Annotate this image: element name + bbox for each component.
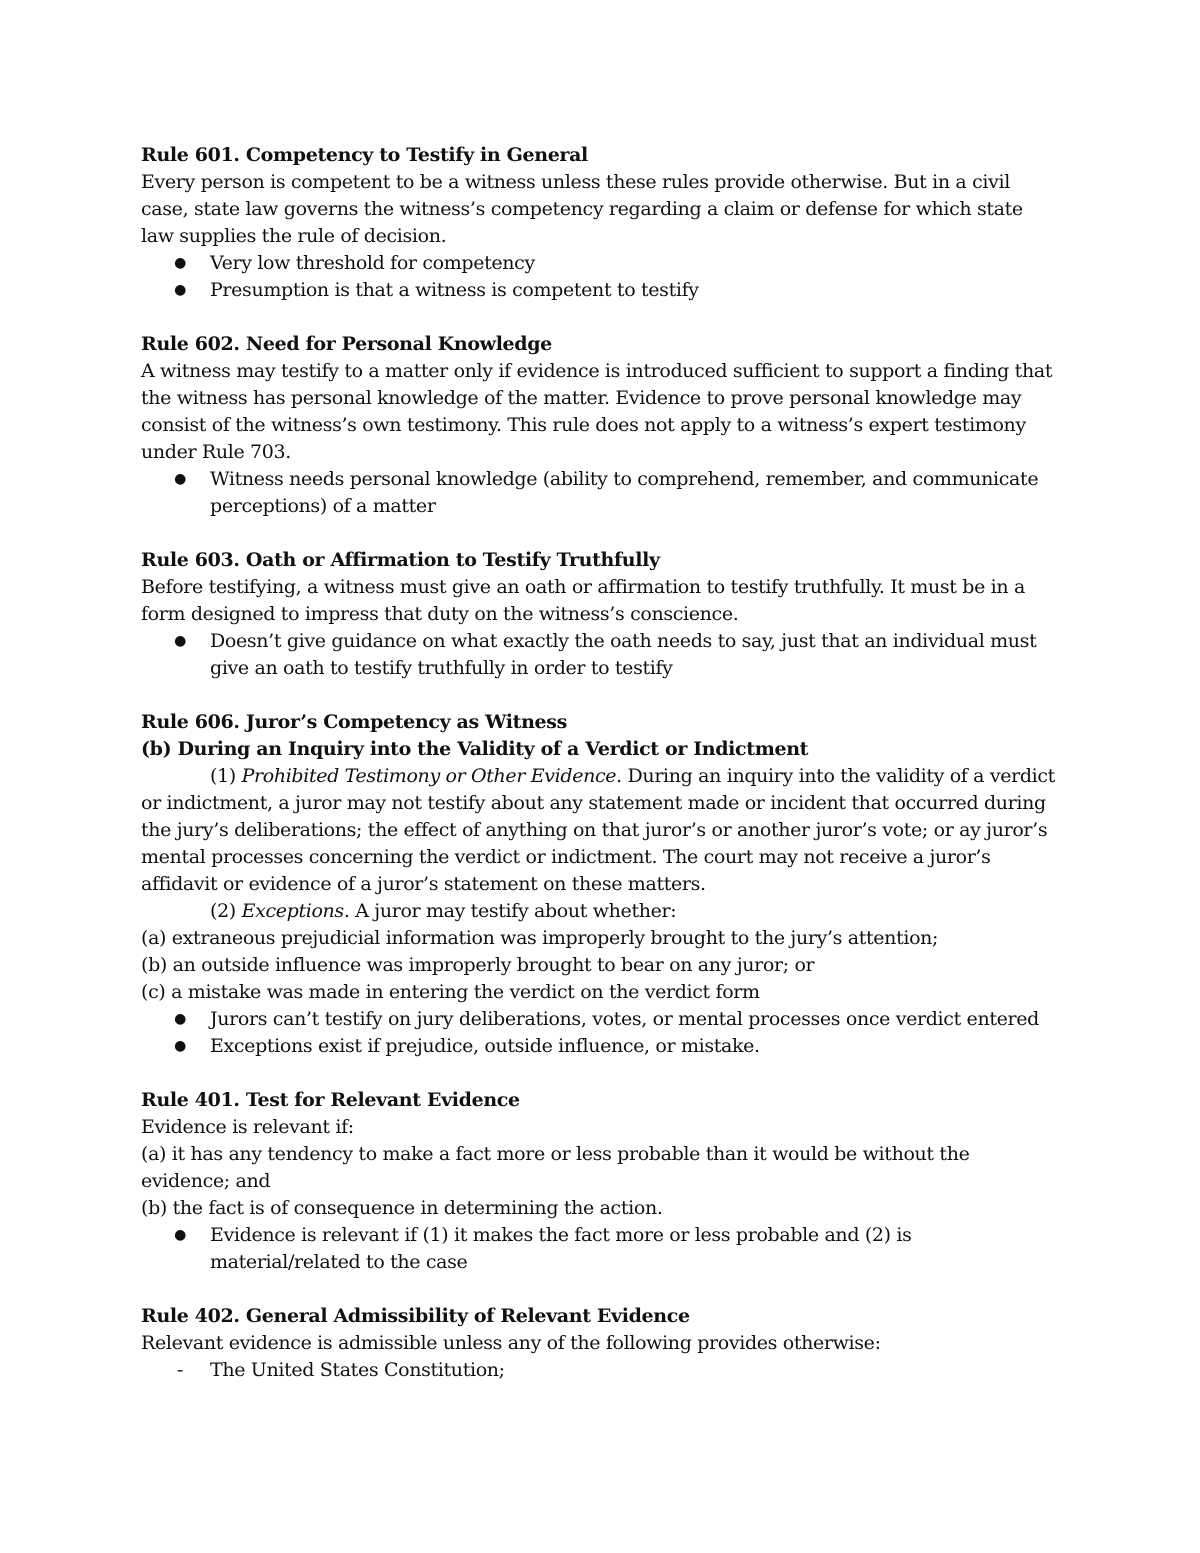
- rule-606-paragraph-1: [141, 763, 1061, 898]
- rule-402-list: [141, 1357, 1061, 1384]
- rule-606-heading: Rule 606. Juror’s Competency as Witness: [141, 711, 567, 733]
- paragraph-number: (1): [210, 765, 242, 787]
- bullet-icon: ●: [174, 633, 186, 649]
- rule-606-paragraph-2: [141, 898, 1061, 925]
- list-item: [174, 1222, 1061, 1276]
- paragraph-text: . During an inquiry into the validity of a verdict or indictment, a juror may not testify about any statement made or incident that occurred during the jury’s deliberations; the effect of anything on that juror’s or another juror’s vote; or ay juror’s mental processes concerning the verdict or indictment. The court may not receive a juror’s affidavit or evidence of a juror’s statement on these matters.: [141, 765, 1055, 895]
- rule-601-text: Every person is competent to be a witness unless these rules provide otherwise. But in a civil case, state law governs the witness’s competency regarding a claim or defense for which state law supplies the rule of decision.: [141, 171, 1023, 247]
- note-text: Jurors can’t testify on jury deliberations, votes, or mental processes once verdict entered: [210, 1008, 1039, 1030]
- rule-601-section: [141, 142, 1061, 304]
- list-item: [174, 250, 1061, 277]
- rule-401-intro: Evidence is relevant if:: [141, 1116, 354, 1138]
- rule-602-heading: Rule 602. Need for Personal Knowledge: [141, 333, 552, 355]
- rule-603-heading: Rule 603. Oath or Affirmation to Testify Truthfully: [141, 549, 660, 571]
- rule-601-notes: [141, 250, 1061, 304]
- note-text: Evidence is relevant if (1) it makes the fact more or less probable and (2) is material/related to the case: [210, 1224, 912, 1273]
- rule-602-text: A witness may testify to a matter only if evidence is introduced sufficient to support a finding that the witness has personal knowledge of the matter. Evidence to prove personal knowledge may consist of the witness’s own testimony. This rule does not apply to a witness’s expert testimony under Rule 703.: [141, 360, 1053, 463]
- rule-603-section: [141, 547, 1061, 682]
- paragraph-text: . A juror may testify about whether:: [343, 900, 677, 922]
- list-item: [174, 1033, 1061, 1060]
- rule-603-text: Before testifying, a witness must give an oath or affirmation to testify truthfully. It must be in a form designed to impress that duty on the witness’s conscience.: [141, 576, 1025, 625]
- bullet-icon: ●: [174, 1038, 186, 1054]
- bullet-icon: ●: [174, 1011, 186, 1027]
- bullet-icon: ●: [174, 255, 186, 271]
- dash-icon: -: [176, 1359, 184, 1381]
- note-text: Exceptions exist if prejudice, outside influence, or mistake.: [210, 1035, 760, 1057]
- list-item-text: The United States Constitution;: [210, 1359, 505, 1381]
- rule-402-heading: Rule 402. General Admissibility of Relevant Evidence: [141, 1305, 690, 1327]
- bullet-icon: ●: [174, 1227, 186, 1243]
- rule-402-intro: Relevant evidence is admissible unless any of the following provides otherwise:: [141, 1332, 881, 1354]
- rule-602-notes: [141, 466, 1061, 520]
- paragraph-number: (2): [210, 900, 242, 922]
- rule-602-section: [141, 331, 1061, 520]
- note-text: Witness needs personal knowledge (ability to comprehend, remember, and communicate perceptions) of a matter: [210, 468, 1039, 517]
- note-text: Very low threshold for competency: [210, 252, 535, 274]
- rule-606-notes: [141, 1006, 1061, 1060]
- exception-item-b: (b) an outside influence was improperly brought to bear on any juror; or: [141, 954, 815, 976]
- rule-401-item-b: (b) the fact is of consequence in determining the action.: [141, 1197, 663, 1219]
- document-page: [141, 142, 1061, 1384]
- rule-601-heading: Rule 601. Competency to Testify in General: [141, 144, 588, 166]
- rule-402-section: [141, 1303, 1061, 1384]
- rule-401-section: [141, 1087, 1061, 1276]
- rule-603-notes: [141, 628, 1061, 682]
- exception-item-a: (a) extraneous prejudicial information was improperly brought to the jury’s attention;: [141, 927, 939, 949]
- exception-item-c: (c) a mistake was made in entering the verdict on the verdict form: [141, 981, 760, 1003]
- rule-606-subheading: (b) During an Inquiry into the Validity of a Verdict or Indictment: [141, 738, 809, 760]
- rule-401-heading: Rule 401. Test for Relevant Evidence: [141, 1089, 520, 1111]
- rule-401-item-a: (a) it has any tendency to make a fact more or less probable than it would be without the evidence; and: [141, 1143, 970, 1192]
- list-item: [174, 1006, 1061, 1033]
- bullet-icon: ●: [174, 471, 186, 487]
- list-item: [176, 1357, 1061, 1384]
- list-item: [174, 277, 1061, 304]
- paragraph-title: Exceptions: [241, 900, 344, 922]
- rule-401-notes: [141, 1222, 1061, 1276]
- note-text: Presumption is that a witness is competent to testify: [210, 279, 699, 301]
- bullet-icon: ●: [174, 282, 186, 298]
- rule-606-section: [141, 709, 1061, 1060]
- list-item: [174, 628, 1061, 682]
- paragraph-title: Prohibited Testimony or Other Evidence: [241, 765, 617, 787]
- list-item: [174, 466, 1061, 520]
- note-text: Doesn’t give guidance on what exactly the oath needs to say, just that an individual must give an oath to testify truthfully in order to testify: [210, 630, 1037, 679]
